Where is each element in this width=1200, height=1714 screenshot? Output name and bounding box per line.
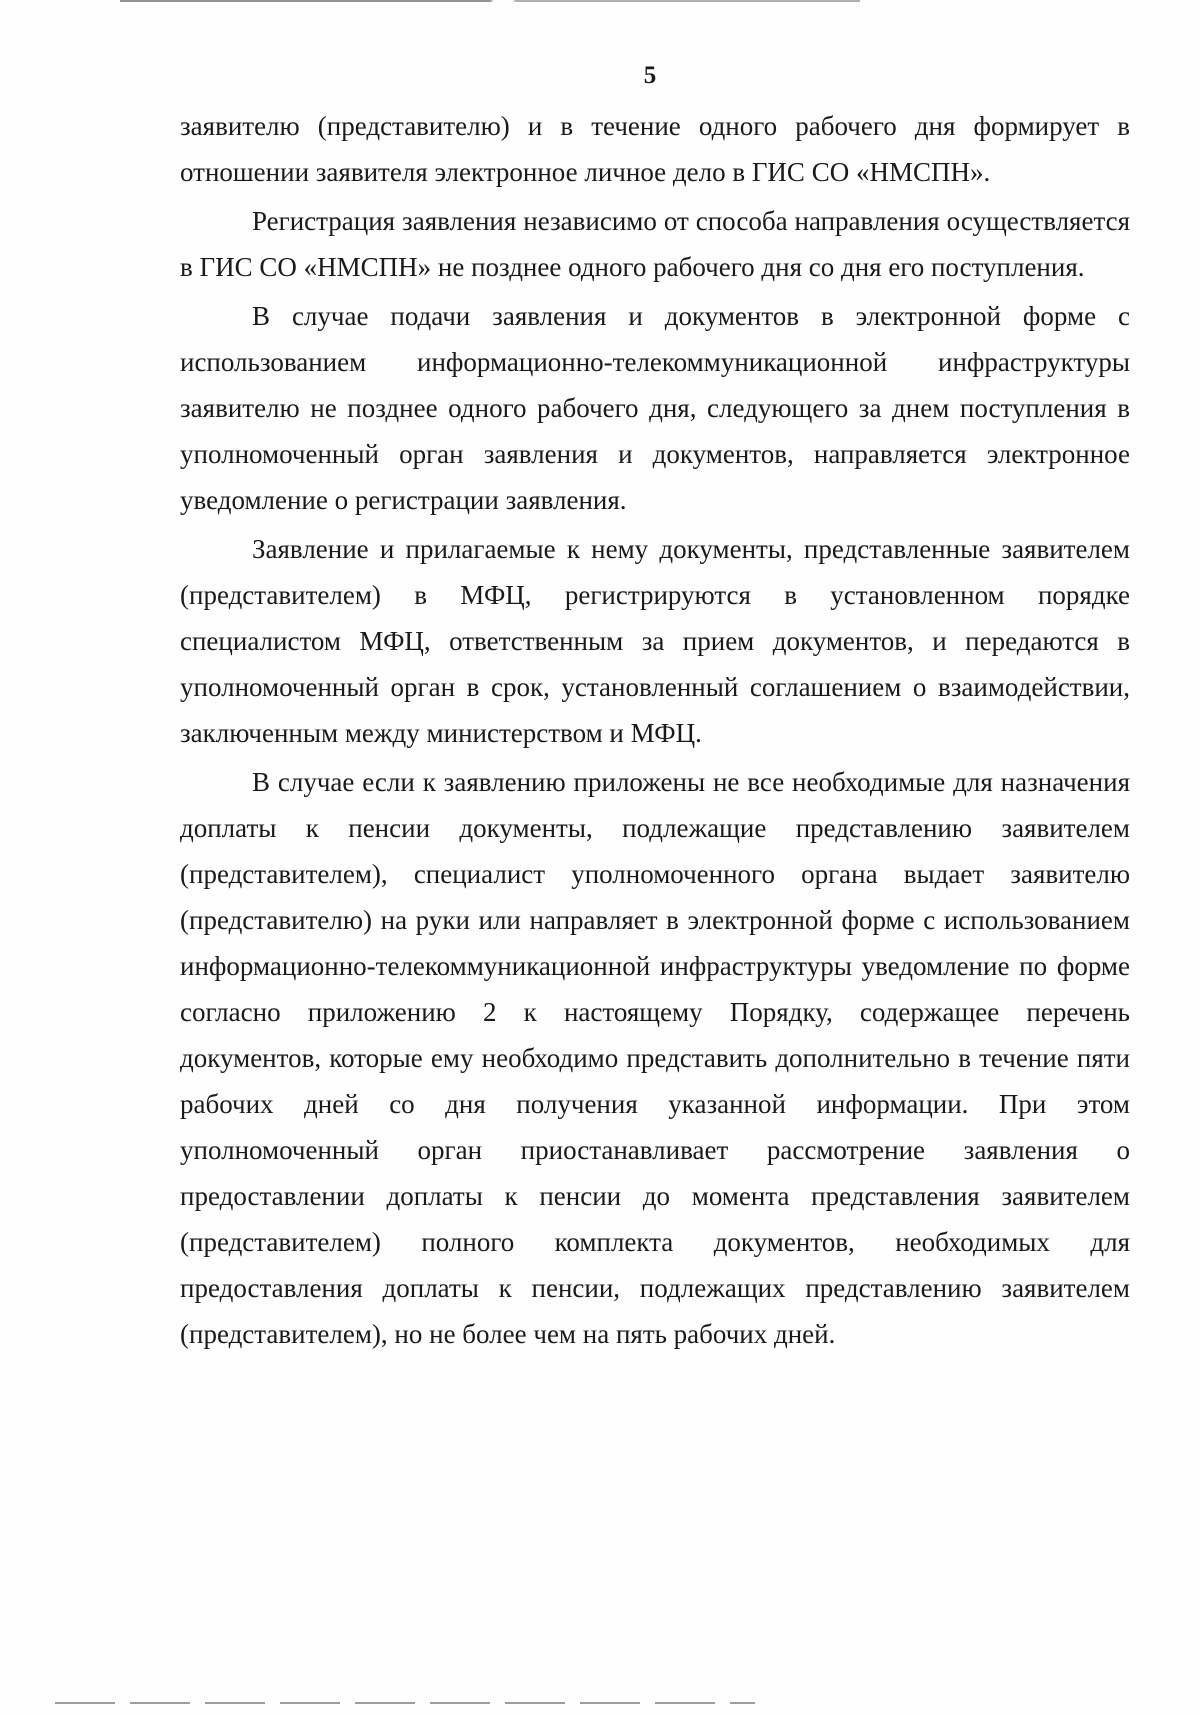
paragraph-2: Регистрация заявления независимо от способа направления осуществляется в ГИС СО «НМСПН» не позднее одного рабочего дня со дня его поступления.	[180, 206, 1130, 282]
scan-edge-top	[120, 0, 860, 2]
document-body	[180, 103, 1130, 1360]
scan-edge-bottom	[55, 1702, 755, 1704]
paragraph-3: В случае подачи заявления и документов в электронной форме с использованием информационно-телекоммуникационной инфраструктуры заявителю не позднее одного рабочего дня, следующего за днем поступления в уполномоченный орган заявления и документов, направляется электронное уведомление о регистрации заявления.	[180, 301, 1130, 515]
paragraph-5: В случае если к заявлению приложены не все необходимые для назначения доплаты к пенсии документы, подлежащие представлению заявителем (представителем), специалист уполномоченного органа выдает заявителю (представителю) на руки или направляет в электронной форме с использованием информационно-телекоммуникационной инфраструктуры уведомление по форме согласно приложению 2 к настоящему Порядку, содержащее перечень документов, которые ему необходимо представить дополнительно в течение пяти рабочих дней со дня получения указанной информации. При этом уполномоченный орган приостанавливает рассмотрение заявления о предоставлении доплаты к пенсии до момента представления заявителем (представителем) полного комплекта документов, необходимых для предоставления доплаты к пенсии, подлежащих представлению заявителем (представителем), но не более чем на пять рабочих дней.	[180, 767, 1130, 1349]
page-number: 5	[643, 62, 657, 89]
paragraph-4: Заявление и прилагаемые к нему документы, представленные заявителем (представителем) в МФЦ, регистрируются в установленном порядке специалистом МФЦ, ответственным за прием документов, и передаются в уполномоченный орган в срок, установленный соглашением о взаимодействии, заключенным между министерством и МФЦ.	[180, 534, 1130, 748]
paragraph-1: заявителю (представителю) и в течение одного рабочего дня формирует в отношении заявителя электронное личное дело в ГИС СО «НМСПН».	[180, 111, 1130, 187]
